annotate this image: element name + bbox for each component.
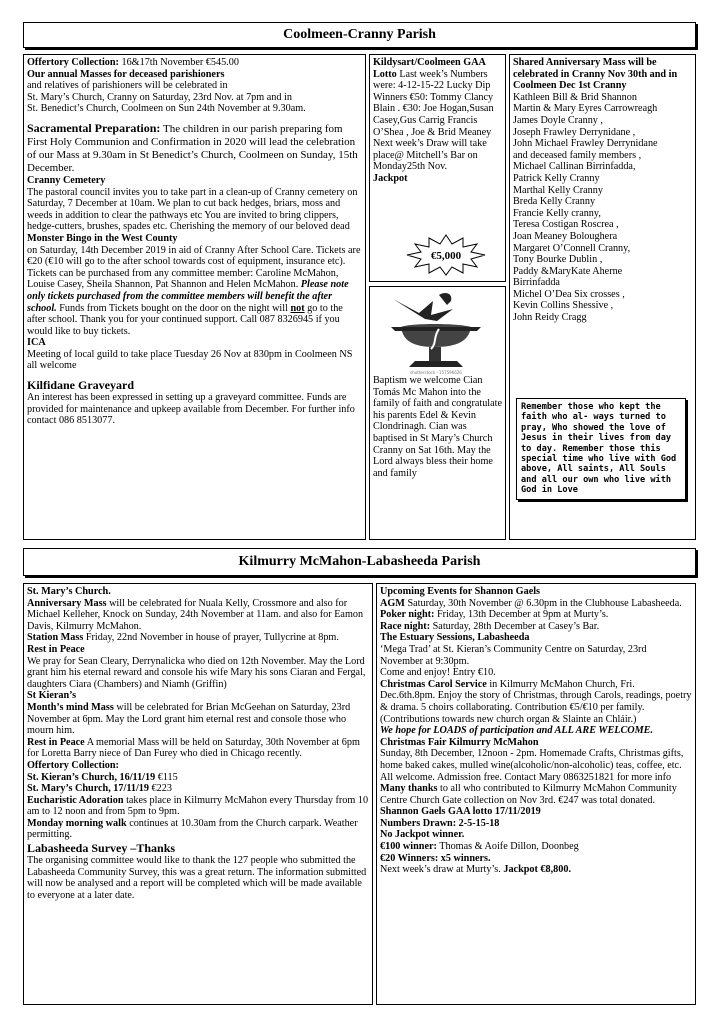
left-item: Rest in Peace bbox=[27, 643, 85, 655]
right-item: No Jackpot winner. bbox=[380, 829, 465, 841]
left-item bbox=[27, 783, 369, 795]
right-item: Sunday, 8th December, 12noon - 2pm. Homemade Crafts, Christmas gifts, home baked cakes, mulled wine(alcoholic/non-alcoholic) teas, coffee, etc. All welcome. Admission free. Contact Mary 0863251821 for more info bbox=[380, 748, 684, 783]
offertory-bold: Our annual Masses for deceased parishioners bbox=[27, 68, 225, 80]
item-text: €223 bbox=[148, 783, 172, 795]
anniversary-name: Kevin Collins Shessive , bbox=[513, 300, 614, 312]
right-item: Numbers Drawn: 2-5-15-18 bbox=[380, 817, 500, 829]
anniversary-name: John Michael Frawley Derrynidane bbox=[513, 138, 658, 150]
baptism-box bbox=[369, 286, 506, 540]
anniversary-name: Tony Bourke Dublin , bbox=[513, 254, 603, 266]
right-item bbox=[380, 864, 692, 876]
item-label: Month’s mind Mass bbox=[27, 701, 114, 713]
section-title-coolmeen: Coolmeen-Cranny Parish bbox=[23, 22, 696, 48]
right-item: Shannon Gaels GAA lotto 17/11/2019 bbox=[380, 806, 541, 818]
right-item: €20 Winners: x5 winners. bbox=[380, 852, 491, 864]
offertory-line bbox=[27, 57, 362, 69]
anniversary-box bbox=[509, 54, 696, 540]
left-item bbox=[27, 598, 369, 633]
item-label: Rest in Peace bbox=[27, 736, 85, 748]
anniversary-name: and deceased family members , bbox=[513, 149, 642, 161]
item-text: continues at 10.30am from the Church carpark. Weather permitting. bbox=[27, 817, 358, 841]
jackpot-amount: €5,000 bbox=[430, 250, 462, 262]
lotto-heading: Kildysart/Coolmeen GAA Lotto bbox=[373, 57, 486, 80]
kilfidane-text: An interest has been expressed in setting up a graveyard committee. Funds are provided for maintenance and upkeep available from December. For further info contact 086 8513077. bbox=[27, 392, 355, 427]
item-label: AGM bbox=[380, 597, 405, 609]
kilfidane-heading: Kilfidane Graveyard bbox=[27, 378, 134, 393]
kilmurry-left-column bbox=[23, 583, 373, 1005]
coolmeen-main-column bbox=[23, 54, 366, 540]
right-item bbox=[380, 679, 692, 725]
anniversary-name: Kathleen Bill & Brid Shannon bbox=[513, 91, 637, 103]
left-item: Labasheeda Survey –Thanks bbox=[27, 841, 176, 856]
kilmurry-right-content bbox=[380, 586, 692, 876]
cemetery-heading: Cranny Cemetery bbox=[27, 174, 106, 186]
ica-heading: ICA bbox=[27, 337, 46, 349]
item-text: Next week’s draw at Murty’s. bbox=[380, 864, 504, 876]
item-text: Saturday, 30th November @ 6.30pm in the Clubhouse Labasheeda. bbox=[404, 597, 682, 609]
item-label: Anniversary Mass bbox=[27, 597, 107, 609]
cemetery-text: The pastoral council invites you to take part in a clean-up of Cranny cemetery on Saturday, 7 December at 10am. We plan to cut back hedges, briars, moss and weeds in addition to clear the pathways etc You are invited to bring clippers, hedge-cutters, brushes, spades etc. Cherishing the memory of our beloved dead bbox=[27, 186, 358, 233]
right-item bbox=[380, 598, 692, 610]
item-text: will be celebrated for Nuala Kelly, Crossmore and also for Michael Kelleher, Knock on Sunday, 24th November at 11am. and also for Eamon Davis, Kilmurry McMahon. bbox=[27, 597, 364, 632]
anniversary-name: Birrinfadda bbox=[513, 277, 560, 289]
right-item: ‘Mega Trad’ at St. Kieran’s Community Centre on Saturday, 23rd November at 9:30pm. bbox=[380, 643, 647, 667]
baptism-text: Baptism we welcome Cian Tomás Mc Mahon into the family of faith and congratulate his parents Edel & Kevin Clondrinagh. Cian was baptised in St Mary’s Church Cranny on Sat 16th. May the Lord always bless their home and family bbox=[373, 375, 502, 479]
item-label: St. Kieran’s Church, 16/11/19 bbox=[27, 771, 156, 783]
anniversary-name: Paddy &MaryKate Aherne bbox=[513, 265, 623, 277]
bingo-text-1: on Saturday, 14th December 2019 in aid of Cranny After School Care. Tickets are €20 (€10 will go to the after school towards cost of equipment, insurance etc). Tickets can be purchased from any committee member: Caroline McMahon, Louise Casey, Sheila Shannon, Pat Shannon and Helen McMahon. bbox=[27, 244, 361, 291]
anniversary-name: Margaret O’Connell Cranny, bbox=[513, 242, 631, 254]
anniversary-list bbox=[513, 92, 692, 324]
offertory-amount: 16&17th November €545.00 bbox=[118, 57, 239, 68]
item-label: Christmas Carol Service bbox=[380, 678, 487, 690]
left-item bbox=[27, 702, 369, 737]
remembrance-poem bbox=[516, 398, 686, 500]
anniversary-name: Michel O’Dea Six crosses , bbox=[513, 288, 625, 300]
item-text: in Kilmurry McMahon Church, Fri. Dec.6th.8pm. Enjoy the story of Christmas, through Carols, readings, poetry & drama. 5 choirs collaborating. Contribution €5/€10 per family. (Contributions towards new church organ & Slainte an Chláir.) bbox=[380, 678, 692, 725]
left-item bbox=[27, 818, 369, 841]
lotto-text: Last week’s Numbers were: 4-12-15-22 Lucky Dip Winners €50: Tommy Clancy Blain . €30: Joe Hogan,Susan Casey,Gus Carrig Francis O’Shea , Joe & Brid Meaney Next week’s Draw will take place@ Mitchell’s Bar on Monday25th Nov. bbox=[373, 68, 494, 173]
bingo-text-3: go to the after school. Thank you for your continued support. Call 087 8326945 if you would like to buy tickets. bbox=[27, 302, 343, 337]
item-text: takes place in Kilmurry McMahon every Thursday from 10 am to 12 noon and from 5pm to 9pm. bbox=[27, 794, 369, 818]
ica-text: Meeting of local guild to take place Tuesday 26 Nov at 830pm in Coolmeen NS all welcome bbox=[27, 348, 353, 372]
item-label: Jackpot €8,800. bbox=[503, 864, 571, 876]
poem-text: Remember those who kept the faith who al- ways turned to pray, Who showed the love of Jesus in their lives from day to day. Remember those this special time who live with God above, All saints, All Souls and all our own who live with God in Love bbox=[521, 402, 677, 496]
item-text: will be celebrated for Brian McGeehan on Saturday, 23rd November at 6pm. May the Lord grant him eternal rest and console those who mourn him. bbox=[27, 701, 351, 737]
left-item: The organising committee would like to thank the 127 people who submitted the Labasheeda Community Survey, this was a great return. The information submitted will now be analysed and a report will be completed which will be made available to everyone at a later date. bbox=[27, 855, 367, 901]
item-text: Friday, 22nd November in house of prayer, Tullycrine at 8pm. bbox=[83, 632, 339, 644]
item-label: St. Mary’s Church, 17/11/19 bbox=[27, 783, 149, 795]
anniversary-name: John Reidy Cragg bbox=[513, 312, 587, 324]
right-item bbox=[380, 609, 692, 621]
item-text: Thomas & Aoife Dillon, Doonbeg bbox=[436, 841, 579, 853]
item-label: Many thanks bbox=[380, 783, 438, 795]
bingo-text-2: Funds from Tickets bought on the door on the night will bbox=[56, 302, 291, 314]
sacramental-text: The children in our parish preparing fom First Holy Communion and Confirmation in 2020 will lead the celebration of our Mass at 9.30am in St Benedict’s Church, Coolmeen on Sunday, 15th December. bbox=[27, 122, 358, 174]
right-item: The Estuary Sessions, Labasheeda bbox=[380, 632, 530, 644]
item-text: Saturday, 28th December at Casey’s Bar. bbox=[430, 620, 600, 632]
right-item bbox=[380, 621, 692, 633]
offertory-line bbox=[27, 69, 362, 81]
item-label: Station Mass bbox=[27, 632, 84, 644]
jackpot-burst-icon bbox=[405, 233, 487, 277]
offertory-bold: Offertory Collection: bbox=[27, 57, 119, 68]
right-item: Upcoming Events for Shannon Gaels bbox=[380, 586, 541, 597]
jackpot-label: Jackpot bbox=[373, 172, 408, 184]
item-label: Poker night: bbox=[380, 609, 435, 621]
offertory-line: and relatives of parishioners will be celebrated in bbox=[27, 80, 228, 92]
item-label: Eucharistic Adoration bbox=[27, 794, 124, 806]
sacramental-block bbox=[27, 121, 362, 175]
item-text: Friday, 13th December at 9pm at Murty’s. bbox=[434, 609, 609, 621]
left-item: Offertory Collection: bbox=[27, 759, 119, 771]
right-item: We hope for LOADS of participation and ALL ARE WELCOME. bbox=[380, 725, 654, 737]
item-text: A memorial Mass will be held on Saturday, 30th November at 6pm for Loretta Barry niece of Dan Furey who died in Chicago recently. bbox=[27, 736, 360, 760]
sacramental-heading: Sacramental Preparation: bbox=[27, 120, 161, 135]
left-item: St Kieran’s bbox=[27, 690, 77, 702]
anniversary-name: James Doyle Cranny , bbox=[513, 114, 603, 126]
anniversary-name: Patrick Kelly Cranny bbox=[513, 172, 600, 184]
bingo-note: Please note only tickets purchased from the committee members will benefit the after school. bbox=[27, 279, 349, 314]
kilmurry-right-column bbox=[376, 583, 696, 1005]
item-label: Monday morning walk bbox=[27, 817, 127, 829]
anniversary-name: Marthal Kelly Cranny bbox=[513, 184, 603, 196]
left-item: We pray for Sean Cleary, Derrynalicka who died on 12th November. May the Lord grant him his eternal reward and console his wife Mary his sons Ciaran and Fergal, daughters Ciara (Chambers) and Niamh (Griffin) bbox=[27, 655, 366, 690]
offertory-line: St. Mary’s Church, Cranny on Saturday, 23rd Nov. at 7pm and in bbox=[27, 91, 292, 103]
lotto-box bbox=[369, 54, 506, 282]
anniversary-heading: Shared Anniversary Mass will be celebrated in Cranny Nov 30th and in Coolmeen Dec 1st Cranny bbox=[513, 57, 678, 92]
anniversary-name: Joan Meaney Bolougherа bbox=[513, 230, 618, 242]
item-label: €100 winner: bbox=[380, 841, 437, 853]
item-text: to all who contributed to Kilmurry McMahon Community Centre Church Gate collection on Nov 3rd. €247 was total donated. bbox=[380, 783, 677, 806]
left-item bbox=[27, 632, 369, 644]
anniversary-name: Breda Kelly Cranny bbox=[513, 196, 596, 208]
item-text: €115 bbox=[155, 771, 178, 783]
offertory-block bbox=[27, 57, 362, 115]
anniversary-name: Michael Callinan Birrinfadda, bbox=[513, 161, 636, 173]
right-item bbox=[380, 783, 692, 806]
anniversary-name: Joseph Frawley Derrynidane , bbox=[513, 126, 636, 138]
baptism-font-dove-icon bbox=[373, 289, 499, 375]
anniversary-name: Teresa Costigan Roscrea , bbox=[513, 219, 619, 231]
section-title-kilmurry: Kilmurry McMahon-Labasheeda Parish bbox=[23, 548, 696, 576]
anniversary-name: Francie Kelly cranny, bbox=[513, 207, 601, 219]
image-watermark: shutterstock · 157596626 bbox=[410, 370, 462, 375]
left-item bbox=[27, 772, 369, 784]
bingo-heading: Monster Bingo in the West County bbox=[27, 232, 178, 244]
right-item: Come and enjoy! Entry €10. bbox=[380, 667, 496, 679]
anniversary-name: Martin & Mary Eyres Carrowreagh bbox=[513, 103, 658, 115]
left-item bbox=[27, 795, 369, 818]
kilmurry-left-content bbox=[27, 586, 369, 901]
left-item: St. Mary’s Church. bbox=[27, 586, 111, 597]
right-item bbox=[380, 841, 692, 853]
offertory-line: St. Benedict’s Church, Coolmeen on Sun 24th November at 9.30am. bbox=[27, 103, 306, 115]
bingo-text bbox=[27, 245, 362, 338]
bingo-not: not bbox=[290, 302, 305, 314]
item-label: Race night: bbox=[380, 620, 431, 632]
left-item bbox=[27, 737, 369, 760]
right-item: Christmas Fair Kilmurry McMahon bbox=[380, 736, 539, 748]
